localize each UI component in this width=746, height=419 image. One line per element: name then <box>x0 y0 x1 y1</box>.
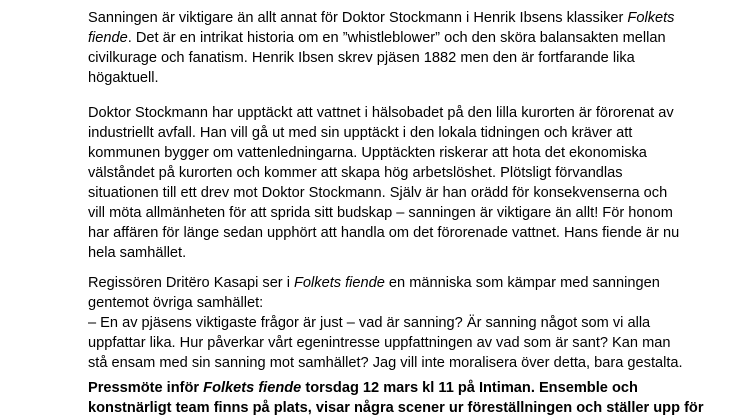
intro-paragraph <box>88 8 688 88</box>
text-line: Pressmöte inför Folkets fiende torsdag 12 mars kl 11 på Intiman. Ensemble och <box>88 380 638 396</box>
text-line: vill möta allmänheten för att sprida sitt budskap – sanningen är viktigare än allt! För honom <box>88 205 673 221</box>
play-title: Folkets fiende <box>203 380 302 396</box>
text-line: civilkurage och fanatism. Henrik Ibsen skrev pjäsen 1882 men den är fortfarande lika <box>88 50 635 66</box>
text-line: konstnärligt team finns på plats, visar några scener ur föreställningen och ställer upp för <box>88 400 704 416</box>
text-line: – En av pjäsens viktigaste frågor är just – vad är sanning? Är sanning något som vi alla <box>88 315 651 331</box>
text-line: hela samhället. <box>88 245 187 261</box>
text-line: välståndet på kurorten och kommer att skapa hög arbetslöshet. Plötsligt förvandlas <box>88 165 623 181</box>
text-line: högaktuell. <box>88 70 159 86</box>
text-line: fiende. Det är en intrikat historia om en ”whistleblower” och den sköra balansakten mellan <box>88 30 666 46</box>
text-line: industriellt avfall. Han vill gå ut med sin upptäckt i den lokala tidningen och kräver att <box>88 125 633 141</box>
text-line: gentemot övriga samhället: <box>88 295 264 311</box>
press-meeting-paragraph <box>88 378 704 418</box>
plot-paragraph <box>88 103 688 263</box>
play-title: fiende <box>88 30 128 46</box>
director-paragraph <box>88 273 688 373</box>
text-line: situationen till ett drev mot Doktor Stockmann. Själv är han orädd för konsekvenserna och <box>88 185 668 201</box>
text-line: Regissören Dritëro Kasapi ser i Folkets fiende en människa som kämpar med sanningen <box>88 275 660 291</box>
text-line: uppfattar lika. Hur påverkar vårt egenintresse uppfattningen av vad som är sant? Kan man <box>88 335 671 351</box>
text-line: Doktor Stockmann har upptäckt att vattnet i hälsobadet på den lilla kurorten är förorenat av <box>88 105 674 121</box>
text-line: kommunen bygger om vattenledningarna. Upptäckten riskerar att hota det ekonomiska <box>88 145 647 161</box>
play-title: Folkets <box>627 10 675 26</box>
play-title: Folkets fiende <box>294 275 385 291</box>
text-line: Sanningen är viktigare än allt annat för Doktor Stockmann i Henrik Ibsens klassiker Folkets <box>88 10 675 26</box>
text-line: stå ensam med sin sanning mot samhället? Jag vill inte moralisera över detta, bara gestalta. <box>88 355 683 371</box>
text-line: har affären för länge sedan upphört att handla om det förorenade vattnet. Hans fiende är nu <box>88 225 680 241</box>
